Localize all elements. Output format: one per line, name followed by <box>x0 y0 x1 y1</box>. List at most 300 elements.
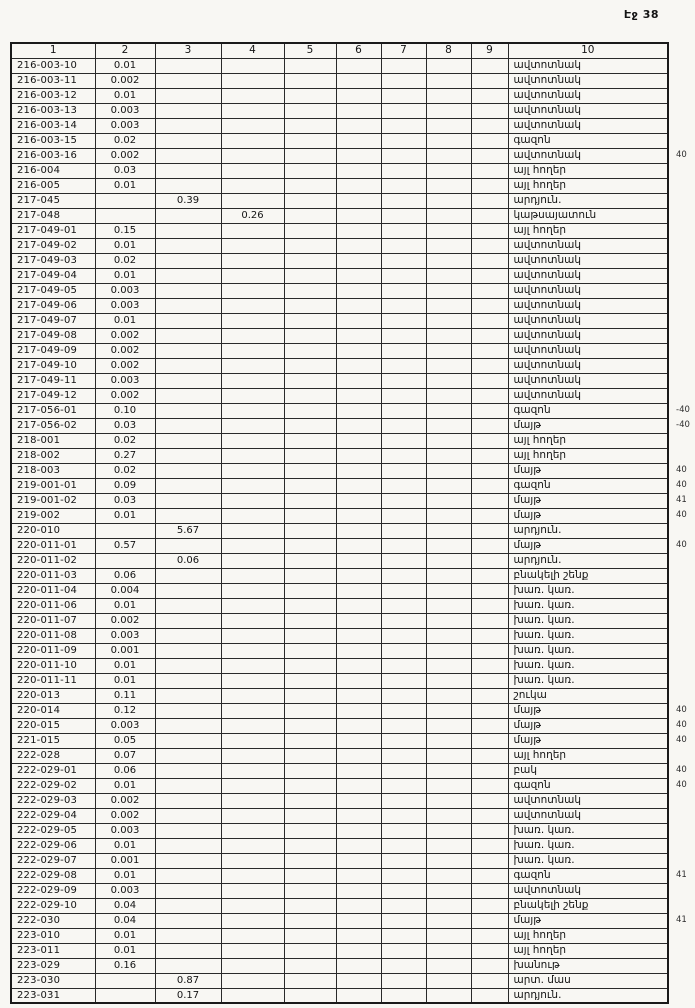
cell-col5 <box>284 628 336 643</box>
column-header-3: 3 <box>155 43 221 58</box>
cell-col4 <box>221 343 284 358</box>
cell-col8 <box>426 733 471 748</box>
cell-col10: այլ հողեր <box>508 448 668 463</box>
cell-col2: 0.12 <box>95 703 155 718</box>
cell-col8 <box>426 403 471 418</box>
cell-col10: այլ հողեր <box>508 943 668 958</box>
cell-col7 <box>381 88 426 103</box>
cell-col4 <box>221 958 284 973</box>
cell-col1: 217-048 <box>11 208 95 223</box>
cell-col3 <box>155 748 221 763</box>
cell-col4 <box>221 358 284 373</box>
cell-col9 <box>471 448 508 463</box>
table-row <box>11 553 668 568</box>
cell-col3 <box>155 148 221 163</box>
cell-col4 <box>221 718 284 733</box>
cell-col6 <box>336 718 381 733</box>
cell-col2: 0.002 <box>95 358 155 373</box>
table-row <box>11 658 668 673</box>
cell-col8 <box>426 418 471 433</box>
cell-col2: 0.16 <box>95 958 155 973</box>
table-row <box>11 823 668 838</box>
cell-col7 <box>381 343 426 358</box>
cell-col2: 0.04 <box>95 913 155 928</box>
table-row <box>11 958 668 973</box>
cell-col2: 0.01 <box>95 58 155 73</box>
cell-col1: 216-003-10 <box>11 58 95 73</box>
cell-col10: այլ հողեր <box>508 223 668 238</box>
cell-col4 <box>221 88 284 103</box>
cell-col3 <box>155 358 221 373</box>
cell-col5 <box>284 883 336 898</box>
margin-note: 40 <box>676 150 687 160</box>
cell-col5 <box>284 193 336 208</box>
cell-col2: 0.09 <box>95 478 155 493</box>
table-row <box>11 433 668 448</box>
table-row <box>11 988 668 1003</box>
cell-col10: ավտոտնակ <box>508 283 668 298</box>
cell-col4 <box>221 898 284 913</box>
cell-col8 <box>426 433 471 448</box>
cell-col3 <box>155 343 221 358</box>
cell-col3 <box>155 913 221 928</box>
cell-col2: 0.01 <box>95 268 155 283</box>
cell-col3 <box>155 178 221 193</box>
cell-col7 <box>381 868 426 883</box>
cell-col4 <box>221 313 284 328</box>
cell-col3 <box>155 703 221 718</box>
cell-col4 <box>221 178 284 193</box>
column-header-1: 1 <box>11 43 95 58</box>
cell-col4 <box>221 868 284 883</box>
cell-col5 <box>284 73 336 88</box>
cell-col7 <box>381 958 426 973</box>
cell-col8 <box>426 943 471 958</box>
cell-col2: 0.01 <box>95 943 155 958</box>
cell-col3 <box>155 208 221 223</box>
cell-col3: 5.67 <box>155 523 221 538</box>
cell-col8 <box>426 673 471 688</box>
cell-col6 <box>336 583 381 598</box>
cell-col10: խառ. կառ. <box>508 838 668 853</box>
cell-col5 <box>284 538 336 553</box>
cell-col10: ավտոտնակ <box>508 118 668 133</box>
cell-col7 <box>381 628 426 643</box>
table-row <box>11 793 668 808</box>
cell-col5 <box>284 928 336 943</box>
cell-col7 <box>381 448 426 463</box>
cell-col7 <box>381 673 426 688</box>
cell-col4 <box>221 103 284 118</box>
cell-col3 <box>155 328 221 343</box>
cell-col5 <box>284 133 336 148</box>
cell-col10: արդյուն. <box>508 988 668 1003</box>
cell-col7 <box>381 253 426 268</box>
cell-col3 <box>155 58 221 73</box>
cell-col7 <box>381 223 426 238</box>
cell-col4 <box>221 838 284 853</box>
cell-col4 <box>221 823 284 838</box>
cell-col9 <box>471 403 508 418</box>
cell-col8 <box>426 778 471 793</box>
cell-col6 <box>336 358 381 373</box>
cell-col3 <box>155 673 221 688</box>
cell-col7 <box>381 493 426 508</box>
table-row <box>11 103 668 118</box>
cell-col3 <box>155 433 221 448</box>
cell-col5 <box>284 268 336 283</box>
cell-col8 <box>426 328 471 343</box>
cell-col7 <box>381 313 426 328</box>
column-header-9: 9 <box>471 43 508 58</box>
cell-col1: 222-029-03 <box>11 793 95 808</box>
cell-col10: կաթսայատուն <box>508 208 668 223</box>
cell-col6 <box>336 898 381 913</box>
cell-col5 <box>284 223 336 238</box>
cell-col5 <box>284 613 336 628</box>
cell-col8 <box>426 868 471 883</box>
cell-col7 <box>381 433 426 448</box>
cell-col1: 220-011-03 <box>11 568 95 583</box>
cell-col9 <box>471 118 508 133</box>
cell-col3 <box>155 838 221 853</box>
cell-col1: 222-029-06 <box>11 838 95 853</box>
cell-col6 <box>336 478 381 493</box>
cell-col7 <box>381 748 426 763</box>
cell-col4 <box>221 733 284 748</box>
cell-col8 <box>426 643 471 658</box>
column-header-10: 10 <box>508 43 668 58</box>
cell-col1: 222-029-04 <box>11 808 95 823</box>
cell-col2: 0.003 <box>95 283 155 298</box>
cell-col9 <box>471 208 508 223</box>
table-row <box>11 838 668 853</box>
cell-col2: 0.003 <box>95 118 155 133</box>
cell-col5 <box>284 718 336 733</box>
cell-col8 <box>426 613 471 628</box>
cell-col9 <box>471 628 508 643</box>
table-row <box>11 853 668 868</box>
cell-col8 <box>426 148 471 163</box>
cell-col1: 222-029-05 <box>11 823 95 838</box>
cell-col10: գազոն <box>508 868 668 883</box>
cell-col7 <box>381 718 426 733</box>
cell-col3 <box>155 763 221 778</box>
cell-col3 <box>155 823 221 838</box>
table-row <box>11 328 668 343</box>
cell-col9 <box>471 868 508 883</box>
table-row <box>11 463 668 478</box>
cell-col1: 217-049-10 <box>11 358 95 373</box>
cell-col1: 222-029-02 <box>11 778 95 793</box>
cell-col1: 217-049-09 <box>11 343 95 358</box>
cell-col9 <box>471 478 508 493</box>
cell-col4 <box>221 988 284 1003</box>
cell-col10: մայթ <box>508 733 668 748</box>
cell-col10: ավտոտնակ <box>508 373 668 388</box>
cell-col6 <box>336 763 381 778</box>
cell-col10: արդյուն. <box>508 523 668 538</box>
cell-col1: 219-001-02 <box>11 493 95 508</box>
table-row <box>11 73 668 88</box>
cell-col2: 0.01 <box>95 598 155 613</box>
cell-col8 <box>426 973 471 988</box>
cell-col7 <box>381 658 426 673</box>
cell-col1: 217-049-07 <box>11 313 95 328</box>
cell-col10: ավտոտնակ <box>508 388 668 403</box>
cell-col2: 0.03 <box>95 163 155 178</box>
cell-col6 <box>336 868 381 883</box>
cell-col5 <box>284 868 336 883</box>
cell-col5 <box>284 148 336 163</box>
cell-col2: 0.004 <box>95 583 155 598</box>
column-header-6: 6 <box>336 43 381 58</box>
cell-col5 <box>284 448 336 463</box>
cell-col6 <box>336 268 381 283</box>
cell-col3 <box>155 883 221 898</box>
cell-col8 <box>426 73 471 88</box>
cell-col3 <box>155 898 221 913</box>
cell-col10: մայթ <box>508 508 668 523</box>
cell-col2: 0.01 <box>95 673 155 688</box>
cell-col9 <box>471 223 508 238</box>
cell-col10: խառ. կառ. <box>508 658 668 673</box>
cell-col2: 0.11 <box>95 688 155 703</box>
cell-col9 <box>471 268 508 283</box>
cell-col4 <box>221 598 284 613</box>
cell-col3 <box>155 643 221 658</box>
cell-col8 <box>426 253 471 268</box>
cell-col2: 0.06 <box>95 568 155 583</box>
cell-col9 <box>471 553 508 568</box>
cell-col2: 0.57 <box>95 538 155 553</box>
cell-col8 <box>426 793 471 808</box>
margin-note: 40 <box>676 720 687 730</box>
cell-col2: 0.01 <box>95 838 155 853</box>
table-row <box>11 613 668 628</box>
table-row <box>11 133 668 148</box>
cell-col2 <box>95 208 155 223</box>
cell-col4 <box>221 118 284 133</box>
cell-col10: այլ հողեր <box>508 163 668 178</box>
cell-col1: 220-011-11 <box>11 673 95 688</box>
cell-col10: մայթ <box>508 463 668 478</box>
cell-col3 <box>155 373 221 388</box>
cell-col1: 217-049-11 <box>11 373 95 388</box>
cell-col6 <box>336 208 381 223</box>
cell-col3: 0.06 <box>155 553 221 568</box>
cell-col10: խառ. կառ. <box>508 643 668 658</box>
margin-note: 41 <box>676 915 687 925</box>
cell-col7 <box>381 943 426 958</box>
cell-col4 <box>221 943 284 958</box>
cell-col6 <box>336 568 381 583</box>
cell-col2: 0.01 <box>95 88 155 103</box>
cell-col9 <box>471 328 508 343</box>
cell-col4 <box>221 238 284 253</box>
cell-col6 <box>336 553 381 568</box>
cell-col6 <box>336 433 381 448</box>
cell-col4 <box>221 973 284 988</box>
cell-col2: 0.002 <box>95 73 155 88</box>
cell-col9 <box>471 688 508 703</box>
cell-col3 <box>155 283 221 298</box>
cell-col2: 0.001 <box>95 643 155 658</box>
cell-col8 <box>426 478 471 493</box>
table-row <box>11 868 668 883</box>
cell-col3 <box>155 688 221 703</box>
cell-col8 <box>426 208 471 223</box>
cell-col8 <box>426 703 471 718</box>
cell-col1: 217-049-01 <box>11 223 95 238</box>
table-row <box>11 418 668 433</box>
cell-col6 <box>336 643 381 658</box>
cell-col5 <box>284 778 336 793</box>
cell-col5 <box>284 853 336 868</box>
cell-col1: 218-002 <box>11 448 95 463</box>
cell-col5 <box>284 208 336 223</box>
cell-col9 <box>471 418 508 433</box>
cell-col4 <box>221 193 284 208</box>
cell-col7 <box>381 613 426 628</box>
cell-col2: 0.01 <box>95 928 155 943</box>
cell-col10: արդյուն. <box>508 553 668 568</box>
cell-col5 <box>284 163 336 178</box>
cell-col1: 222-029-01 <box>11 763 95 778</box>
cell-col2: 0.01 <box>95 778 155 793</box>
cell-col4 <box>221 388 284 403</box>
cell-col1: 220-011-09 <box>11 643 95 658</box>
cell-col4 <box>221 853 284 868</box>
cell-col2: 0.003 <box>95 373 155 388</box>
cell-col6 <box>336 598 381 613</box>
cell-col4 <box>221 793 284 808</box>
cell-col10: ավտոտնակ <box>508 238 668 253</box>
cell-col5 <box>284 988 336 1003</box>
table-row <box>11 163 668 178</box>
cell-col7 <box>381 808 426 823</box>
cell-col7 <box>381 58 426 73</box>
cell-col8 <box>426 598 471 613</box>
cell-col9 <box>471 943 508 958</box>
cell-col7 <box>381 178 426 193</box>
cell-col9 <box>471 988 508 1003</box>
cell-col7 <box>381 778 426 793</box>
cell-col5 <box>284 103 336 118</box>
cell-col4 <box>221 283 284 298</box>
cell-col3 <box>155 268 221 283</box>
margin-note: 40 <box>676 765 687 775</box>
cell-col1: 223-029 <box>11 958 95 973</box>
cell-col5 <box>284 568 336 583</box>
cell-col7 <box>381 538 426 553</box>
cell-col1: 217-056-02 <box>11 418 95 433</box>
cell-col8 <box>426 568 471 583</box>
cell-col8 <box>426 988 471 1003</box>
cell-col8 <box>426 118 471 133</box>
cell-col5 <box>284 328 336 343</box>
cell-col9 <box>471 523 508 538</box>
cell-col6 <box>336 58 381 73</box>
header-row <box>11 43 668 58</box>
cell-col1: 217-049-02 <box>11 238 95 253</box>
table-row <box>11 703 668 718</box>
cell-col9 <box>471 913 508 928</box>
cell-col6 <box>336 823 381 838</box>
cell-col3 <box>155 103 221 118</box>
cell-col4 <box>221 628 284 643</box>
cell-col2: 0.003 <box>95 298 155 313</box>
cell-col9 <box>471 643 508 658</box>
cell-col2: 0.27 <box>95 448 155 463</box>
table-row <box>11 343 668 358</box>
cell-col2: 0.10 <box>95 403 155 418</box>
cell-col3 <box>155 388 221 403</box>
cell-col7 <box>381 508 426 523</box>
cell-col8 <box>426 193 471 208</box>
column-header-5: 5 <box>284 43 336 58</box>
cell-col8 <box>426 553 471 568</box>
cell-col5 <box>284 478 336 493</box>
cell-col5 <box>284 58 336 73</box>
cell-col5 <box>284 118 336 133</box>
cell-col10: գազոն <box>508 133 668 148</box>
cell-col2: 0.03 <box>95 493 155 508</box>
cell-col10: մայթ <box>508 718 668 733</box>
cell-col5 <box>284 913 336 928</box>
cell-col9 <box>471 313 508 328</box>
cell-col2: 0.04 <box>95 898 155 913</box>
cell-col3 <box>155 118 221 133</box>
cell-col9 <box>471 493 508 508</box>
cell-col10: բնակելի շենք <box>508 898 668 913</box>
cell-col4 <box>221 808 284 823</box>
cell-col8 <box>426 178 471 193</box>
cell-col1: 217-045 <box>11 193 95 208</box>
cell-col1: 217-049-06 <box>11 298 95 313</box>
cell-col8 <box>426 493 471 508</box>
cell-col8 <box>426 583 471 598</box>
cell-col5 <box>284 898 336 913</box>
cell-col3 <box>155 88 221 103</box>
cell-col9 <box>471 73 508 88</box>
cell-col10: այլ հողեր <box>508 748 668 763</box>
table-row <box>11 748 668 763</box>
cell-col1: 222-029-08 <box>11 868 95 883</box>
cell-col4 <box>221 58 284 73</box>
table-header <box>11 43 668 58</box>
table-row <box>11 493 668 508</box>
cell-col1: 223-011 <box>11 943 95 958</box>
cell-col1: 216-003-11 <box>11 73 95 88</box>
cell-col6 <box>336 373 381 388</box>
cell-col1: 221-015 <box>11 733 95 748</box>
cell-col8 <box>426 628 471 643</box>
cell-col4 <box>221 748 284 763</box>
cell-col1: 223-030 <box>11 973 95 988</box>
cell-col6 <box>336 463 381 478</box>
table-body <box>11 58 668 1003</box>
cell-col1: 220-011-06 <box>11 598 95 613</box>
cell-col6 <box>336 733 381 748</box>
cell-col1: 220-011-08 <box>11 628 95 643</box>
table-row <box>11 733 668 748</box>
cell-col10: արտ. մաս <box>508 973 668 988</box>
cell-col7 <box>381 103 426 118</box>
cell-col2: 0.01 <box>95 508 155 523</box>
cell-col7 <box>381 688 426 703</box>
cell-col10: մայթ <box>508 493 668 508</box>
